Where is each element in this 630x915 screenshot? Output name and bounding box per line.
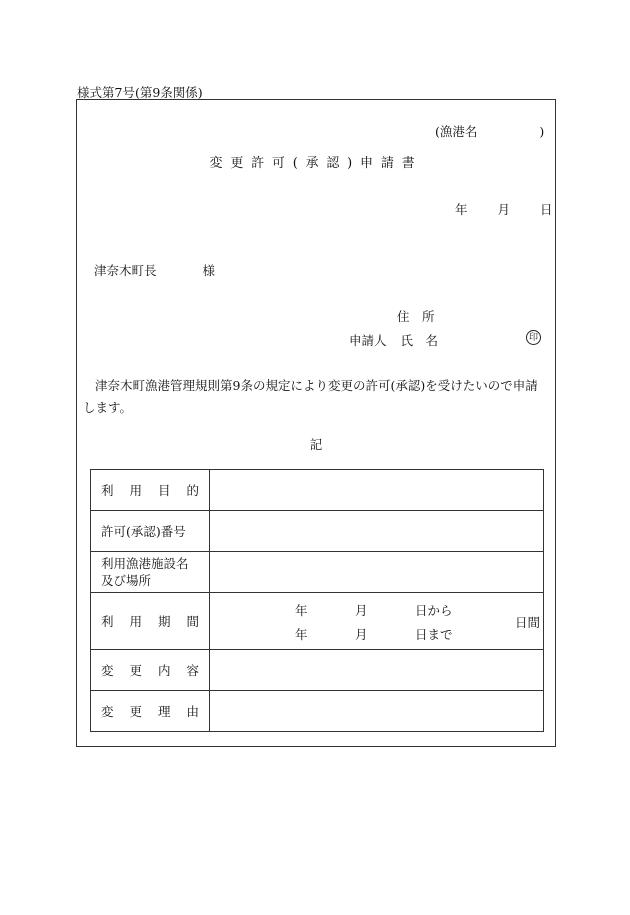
table-row <box>91 650 544 691</box>
addressee-honorific: 様 <box>202 263 216 278</box>
from-day: 日から <box>415 603 453 618</box>
row-label: 許可(承認)番号 <box>91 511 210 552</box>
details-table <box>90 469 544 732</box>
row-label: 利用期間 <box>91 593 210 650</box>
purpose-field[interactable] <box>210 470 544 511</box>
facility-field[interactable] <box>210 552 544 593</box>
month-label: 月 <box>497 202 510 217</box>
address-label: 住 所 <box>397 309 435 324</box>
period-field[interactable] <box>210 593 544 650</box>
form-number: 様式第7号(第9条関係) <box>77 85 203 100</box>
permit-number-field[interactable] <box>210 511 544 552</box>
change-content-field[interactable] <box>210 650 544 691</box>
table-row <box>91 691 544 732</box>
to-day: 日まで <box>415 627 453 642</box>
applicant-name-row <box>349 331 438 349</box>
ki-heading: 記 <box>309 437 323 452</box>
row-label: 利用漁港施設名及び場所 <box>91 552 210 593</box>
row-label: 変更理由 <box>91 691 210 732</box>
row-label: 変更内容 <box>91 650 210 691</box>
harbor-name-field <box>435 122 544 140</box>
to-month: 月 <box>355 627 368 642</box>
day-label: 日 <box>539 202 553 217</box>
from-month: 月 <box>355 603 368 618</box>
change-reason-field[interactable] <box>210 691 544 732</box>
to-year: 年 <box>295 627 308 642</box>
seal-icon: 印 <box>526 330 541 345</box>
application-form <box>76 99 556 747</box>
harbor-name-label: (漁港名 <box>435 124 478 139</box>
table-row <box>91 470 544 511</box>
from-year: 年 <box>295 603 308 618</box>
addressee-name: 津奈木町長 <box>94 263 157 278</box>
row-label: 利用目的 <box>91 470 210 511</box>
year-label: 年 <box>455 202 468 217</box>
addressee <box>94 261 215 279</box>
table-row <box>91 593 544 650</box>
application-statement: 津奈木町漁港管理規則第9条の規定により変更の許可(承認)を受けたいので申請します。 <box>83 378 538 415</box>
applicant-label: 申請人 <box>349 333 387 348</box>
form-title: 変更許可(承認)申請書 <box>209 156 423 171</box>
name-label: 氏 名 <box>400 333 438 348</box>
table-row <box>91 552 544 593</box>
days-label: 日間 <box>515 615 541 630</box>
table-row <box>91 511 544 552</box>
application-date <box>455 200 552 218</box>
harbor-name-close: ) <box>539 124 545 139</box>
